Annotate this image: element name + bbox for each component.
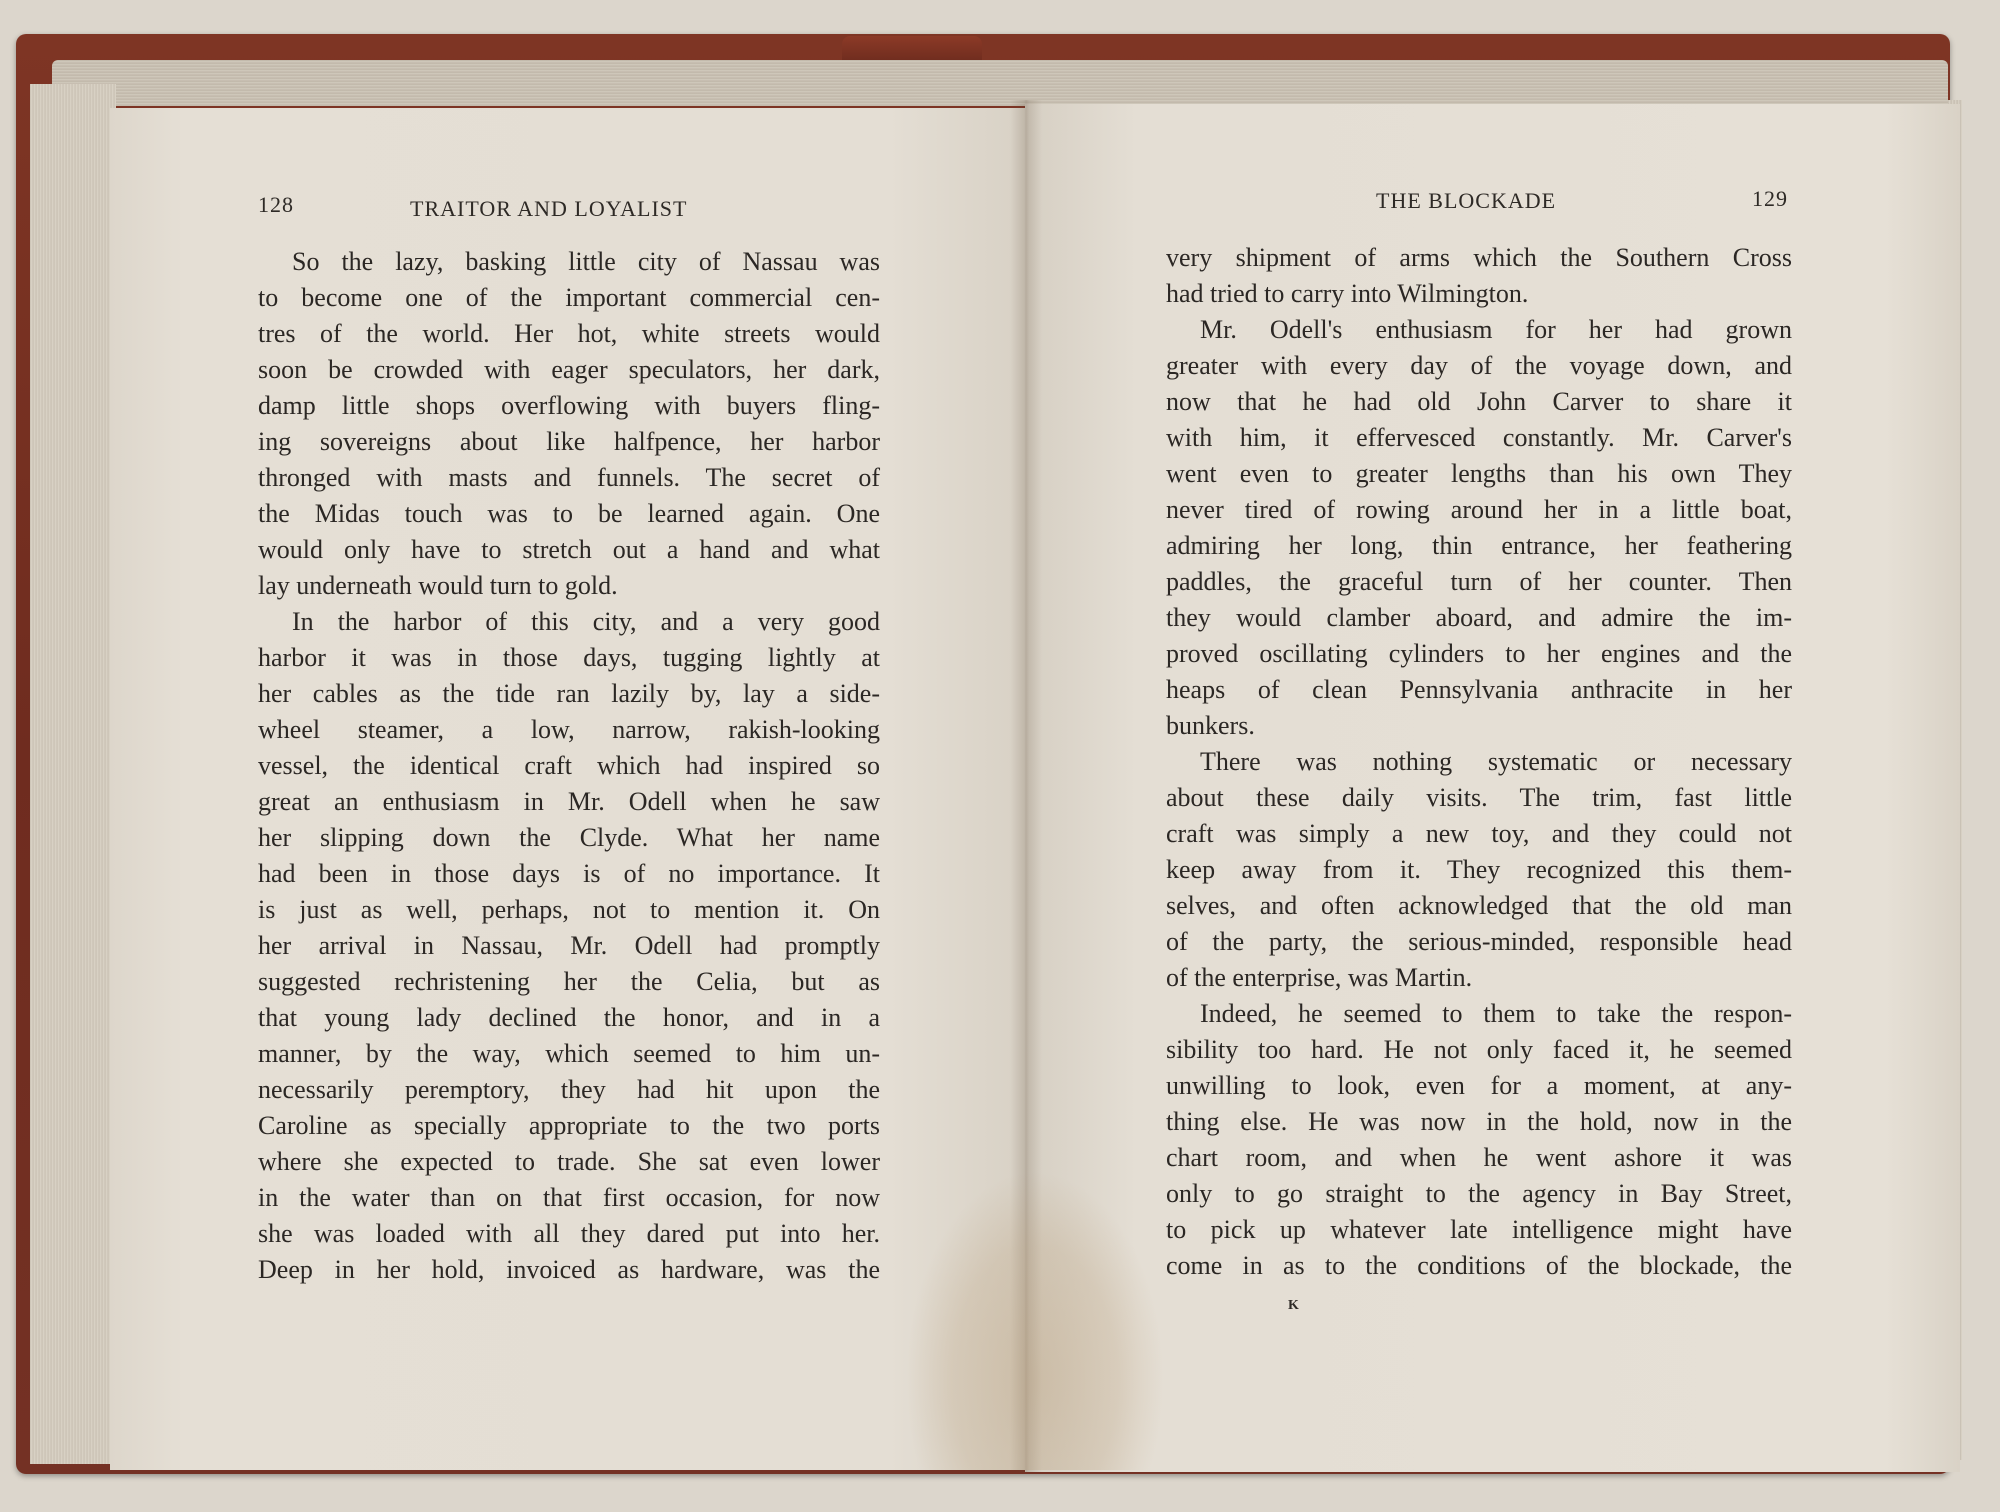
text-line: heaps of clean Pennsylvania anthracite in her [1166,675,1792,704]
left-page-body [258,244,880,1288]
text-line: that young lady declined the honor, and in a [258,1003,880,1032]
text-line: damp little shops overflowing with buyers fling- [258,391,880,420]
text-line: So the lazy, basking little city of Nassau was [292,247,880,276]
text-line: she was loaded with all they dared put into her. [258,1219,880,1248]
text-line: to pick up whatever late intelligence might have [1166,1215,1792,1244]
text-line: wheel steamer, a low, narrow, rakish-looking [258,715,880,744]
text-line: suggested rechristening her the Celia, but as [258,967,880,996]
text-line: tres of the world. Her hot, white streets would [258,319,880,348]
text-line: with him, it effervesced constantly. Mr. Carver's [1166,423,1792,452]
text-line: come in as to the conditions of the blockade, the [1166,1251,1792,1280]
text-line: great an enthusiasm in Mr. Odell when he saw [258,787,880,816]
text-line: In the harbor of this city, and a very good [292,607,880,636]
text-line: unwilling to look, even for a moment, at any- [1166,1071,1792,1100]
text-line: manner, by the way, which seemed to him un- [258,1039,880,1068]
text-line: selves, and often acknowledged that the old man [1166,891,1792,920]
text-line: ing sovereigns about like halfpence, her harbor [258,427,880,456]
text-line: her slipping down the Clyde. What her name [258,823,880,852]
text-line: of the party, the serious-minded, responsible head [1166,927,1792,956]
text-line: admiring her long, thin entrance, her feathering [1166,531,1792,560]
left-page-number: 128 [258,192,294,217]
text-line: never tired of rowing around her in a little boat, [1166,495,1792,524]
text-line: the Midas touch was to be learned again. One [258,499,880,528]
text-line: paddles, the graceful turn of her counter. Then [1166,567,1792,596]
text-line: her arrival in Nassau, Mr. Odell had promptly [258,931,880,960]
text-line: about these daily visits. The trim, fast little [1166,783,1792,812]
signature-mark: K [1288,1298,1299,1313]
text-line: they would clamber aboard, and admire the im- [1166,603,1792,632]
text-line: her cables as the tide ran lazily by, lay a side- [258,679,880,708]
text-line: bunkers. [1166,711,1255,740]
text-line: went even to greater lengths than his own They [1166,459,1792,488]
text-line: Mr. Odell's enthusiasm for her had grown [1200,315,1792,344]
text-line: chart room, and when he went ashore it was [1166,1143,1792,1172]
text-line: sibility too hard. He not only faced it, he seemed [1166,1035,1792,1064]
text-line: of the enterprise, was Martin. [1166,963,1473,992]
text-line: Deep in her hold, invoiced as hardware, was the [258,1255,880,1284]
text-line: Caroline as specially appropriate to the two ports [258,1111,880,1140]
page-edges-left [30,84,116,1464]
page-edges-top [52,60,1948,106]
text-line: to become one of the important commercial cen- [258,283,880,312]
text-line: had been in those days is of no importance. It [258,859,880,888]
left-running-head: TRAITOR AND LOYALIST [410,196,688,221]
text-line: harbor it was in those days, tugging lightly at [258,643,880,672]
text-line: in the water than on that first occasion, for now [258,1183,880,1212]
text-line: proved oscillating cylinders to her engines and the [1166,639,1792,668]
text-line: very shipment of arms which the Southern Cross [1166,243,1792,272]
text-line: would only have to stretch out a hand and what [258,535,880,564]
text-line: lay underneath would turn to gold. [258,571,618,600]
right-running-head: THE BLOCKADE [1376,188,1557,213]
text-line: craft was simply a new toy, and they could not [1166,819,1792,848]
text-line: keep away from it. They recognized this them- [1166,855,1792,884]
text-line: thing else. He was now in the hold, now in the [1166,1107,1792,1136]
text-line: necessarily peremptory, they had hit upon the [258,1075,880,1104]
text-line: There was nothing systematic or necessary [1200,747,1792,776]
text-line: Indeed, he seemed to them to take the respon- [1200,999,1792,1028]
text-line: is just as well, perhaps, not to mention it. On [258,895,880,924]
text-line: now that he had old John Carver to share it [1166,387,1792,416]
text-line: had tried to carry into Wilmington. [1166,279,1529,308]
text-line: vessel, the identical craft which had inspired so [258,751,880,780]
right-page-number: 129 [1752,186,1788,211]
text-line: thronged with masts and funnels. The secret of [258,463,880,492]
water-stain [905,1170,1165,1470]
right-page-body [1166,240,1792,1284]
text-line: where she expected to trade. She sat even lower [258,1147,880,1176]
text-line: greater with every day of the voyage down, and [1166,351,1792,380]
text-line: only to go straight to the agency in Bay Street, [1166,1179,1792,1208]
text-line: soon be crowded with eager speculators, her dark, [258,355,880,384]
